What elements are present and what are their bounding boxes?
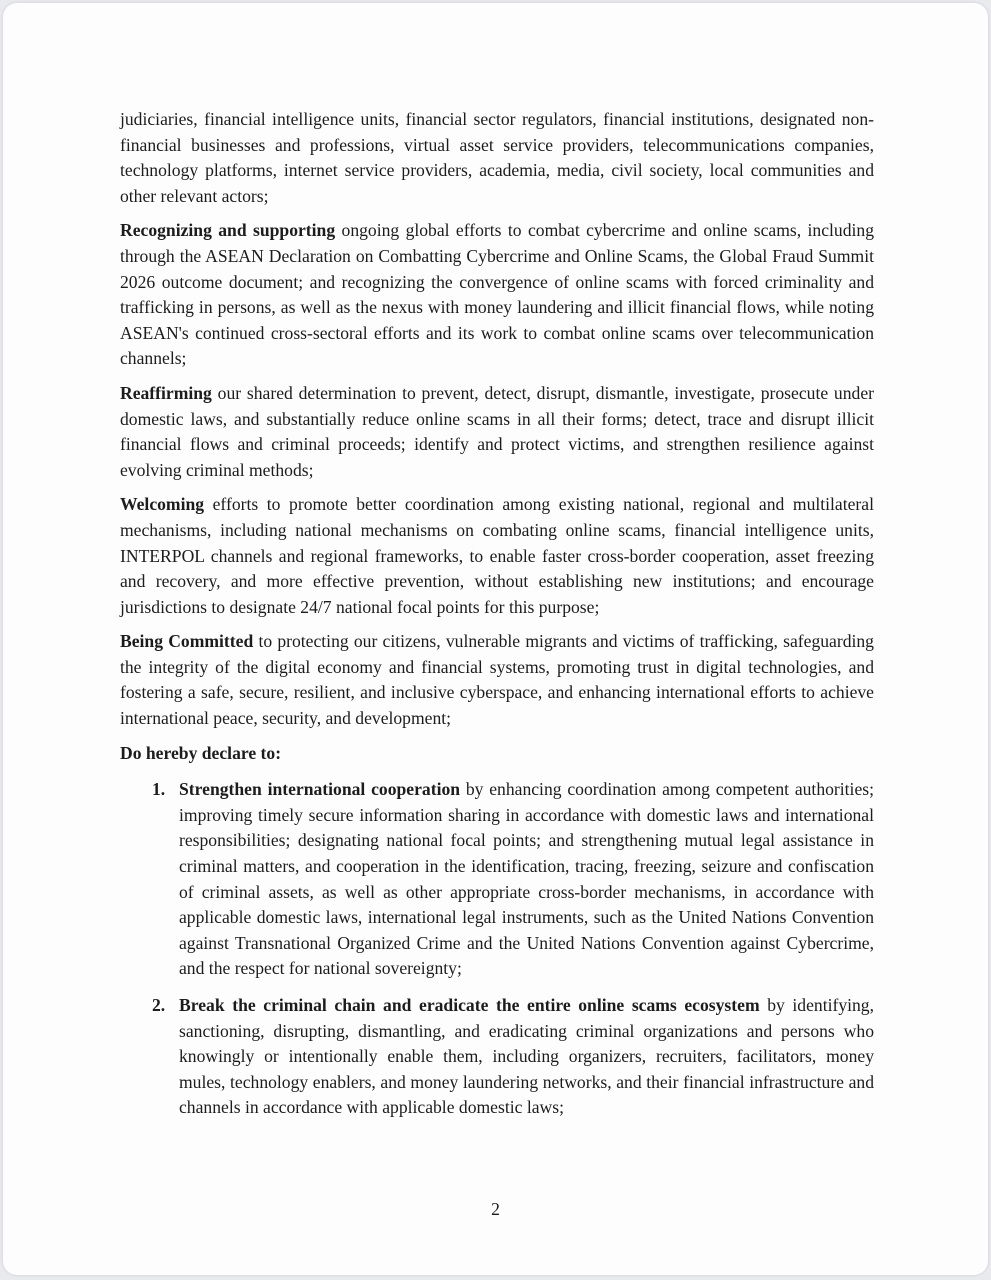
paragraph-lead: Recognizing and supporting [120,220,336,241]
page-number: 2 [491,1199,500,1219]
paragraph-text: to protecting our citizens, vulnerable migrants and victims of trafficking, safeguarding the integrity of the digital economy and financial systems, promoting trust in digital technologies, and fostering a safe, secure, resilient, and inclusive cyberspace, and enhancing international efforts to achieve international peace, security, and development; [120,631,874,729]
paragraph-welcoming [120,492,874,620]
declaration-list [120,777,874,1121]
item-number: 1. [152,779,166,800]
item-number: 2. [152,995,166,1015]
document-page [3,3,988,1275]
item-lead: Break the criminal chain and eradicate the entire online scams ecosystem [179,995,760,1015]
paragraph-being-committed [120,629,874,731]
paragraph-reaffirming [120,381,874,483]
paragraph-lead: Welcoming [120,494,205,515]
paragraph-text: ongoing global efforts to combat cybercrime and online scams, including through the ASEAN Declaration on Combatting Cybercrime and Online Scams, the Global Fraud Summit 2026 outcome document; and recognizing the convergence of online scams with forced criminality and trafficking in persons, as well as the nexus with money laundering and illicit financial flows, while noting ASEAN's continued cross-sectoral efforts and its work to combat online scams over telecommunication channels; [120,220,874,369]
declaration-item-1 [120,777,874,982]
paragraph-text: efforts to promote better coordination among existing national, regional and multilateral mechanisms, including national mechanisms on combating online scams, financial intelligence units, INTERPOL channels and regional frameworks, to enable faster cross-border cooperation, asset freezing and recovery, and more effective prevention, without establishing new institutions; and encourage jurisdictions to designate 24/7 national focal points for this purpose; [120,494,874,617]
intro-continuation: judiciaries, financial intelligence units, financial sector regulators, financial institutions, designated non-financial businesses and professions, virtual asset service providers, telecommunications companies, technology platforms, internet service providers, academia, media, civil society, local communities and other relevant actors; [120,109,874,206]
item-lead: Strengthen international cooperation [179,779,461,800]
declaration-item-2 [120,993,874,1121]
paragraph-lead: Being Committed [120,631,254,652]
paragraph-text: our shared determination to prevent, detect, disrupt, dismantle, investigate, prosecute under domestic laws, and substantially reduce online scams in all their forms; detect, trace and disrupt illicit financial flows and criminal proceeds; identify and protect victims, and strengthen resilience against evolving criminal methods; [120,382,874,480]
paragraph-lead: Reaffirming [120,382,212,403]
item-text: by enhancing coordination among competent authorities; improving timely secure information sharing in accordance with domestic laws and international responsibilities; designating national focal points; and strengthening mutual legal assistance in criminal matters, and cooperation in the identification, tracing, freezing, seizure and confiscation of criminal assets, as well as other appropriate cross-border mechanisms, in accordance with applicable domestic laws, international legal instruments, such as the United Nations Convention against Transnational Organized Crime and the United Nations Convention against Cybercrime, and the respect for national sovereignty; [179,779,874,979]
item-text: by identifying, sanctioning, disrupting, dismantling, and eradicating criminal organizations and persons who knowingly or intentionally enable them, including organizers, recruiters, facilitators, money mules, technology enablers, and money laundering networks, and their financial infrastructure and channels in accordance with applicable domestic laws; [179,995,875,1118]
document-body [120,107,874,1132]
paragraph-recognizing [120,218,874,372]
declaration-heading: Do hereby declare to: [120,742,282,763]
